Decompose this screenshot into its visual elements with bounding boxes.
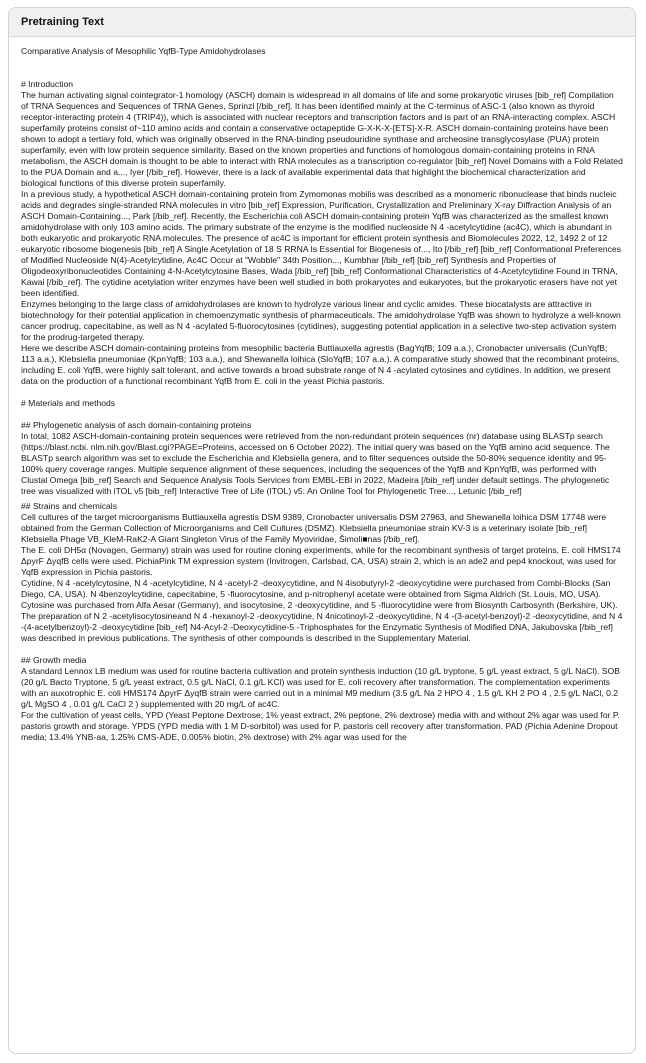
strains-paragraph-2: The E. coli DH5α (Novagen, Germany) strain was used for routine cloning experiments, while for the recombinant synthesis of target proteins, E. coli HMS174 ΔpyrF ΔyqfB cells were used. PichiaPink TM expression system (Invitrogen, Carlsbad, CA, USA) strain 2, which is an ade2 and pep4 knockout, was used for YqfB expression in Pichia pastoris.	[21, 545, 621, 577]
intro-paragraph-1: The human activating signal cointegrator-1 homology (ASCH) domain is widespread in all domains of life and some prokaryotic viruses [bib_ref] Compilation of TRNA Sequences and Sequences of TRNA Genes, Sprinzl [/bib_ref]. It has been identified mainly at the C-terminus of ASC-1 (also known as thyroid receptor-interacting protein 4 (TRIP4)), which is associated with nuclear receptors and transcription factors and is part of an RNA-interacting complex. ASCH superfamily proteins consist of~110 amino acids and contain a conservative octapeptide G-X-K-X-[ETS]-X-R. ASCH domain-containing proteins have been shown to adopt a tertiary fold, which was originally observed in the RNA-binding pseudouridine synthase and archeosine transglycosylase (PUA) protein superfamily, even with low protein sequence similarity. Based on the known properties and functions of homologous domain-containing proteins in RNA metabolism, the ASCH domain is thought to be able to interact with RNA molecules as a transcription co-regulator [bib_ref] Novel Domains with a Fold Related to the PUA Domain and a..., Iyer [/bib_ref]. However, there is a lack of available experimental data that highlight the biochemical characterization and biological functions of this diverse protein superfamily.	[21, 90, 623, 188]
growth-paragraph-1: A standard Lennox LB medium was used for routine bacteria cultivation and protein synthesis induction (10 g/L tryptone, 5 g/L yeast extract, 5 g/L NaCl). SOB (20 g/L Bacto Tryptone, 5 g/L yeast extract, 0.5 g/L NaCl, 0.1 g/L KCl) was used for E. coli recovery after transformation. The complementation experiments with an auxotrophic E. coli HMS174 ΔpyrF ΔyqfB strain were carried out in a minimal M9 medium (3.5 g/L Na 2 HPO 4 , 1.5 g/L KH 2 PO 4 , 2.5 g/L NaCl, 0.2 g/L MgSO 4 , 0.01 g/L CaCl 2 ) supplemented with 20 mg/L of ac4C.	[21, 666, 621, 709]
intro-paragraph-3: Enzymes belonging to the large class of amidohydrolases are known to hydrolyze various linear and cyclic amides. These biocatalysts are attractive in biotechnology for their potential application in chemoenzymatic synthesis of pharmaceuticals. The amidohydrolase YqfB was shown to hydrolyze a well-known cancer prodrug, capecitabine, as well as N 4 -acylated 5-fluorocytosines (cytidines), suggesting potential application in a selective two-step activation system for the prodrug-targeted therapy.	[21, 299, 621, 342]
intro-paragraph-2: In a previous study, a hypothetical ASCH domain-containing protein from Zymomonas mobilis was described as a monomeric ribonuclease that binds nucleic acids and degrades single-stranded RNA molecules in vitro [bib_ref] Expression, Purification, Crystallization and Preliminary X-ray Diffraction Analysis of an ASCH Domain-Containing..., Park [/bib_ref]. Recently, the Escherichia coli ASCH domain-containing protein YqfB was characterized as the smallest known amidohydrolase with only 103 amino acids. The primary substrate of the enzyme is the modified nucleoside N 4 -acetylcytidine (ac4C), which is abundant in both eukaryotic and prokaryotic RNA molecules. The presence of ac4C is important for efficient protein synthesis and Biomolecules 2022, 12, 1492 2 of 12 eukaryotic ribosome biogenesis [bib_ref] A Single Acetylation of 18 S RRNA Is Essential for Biogenesis of..., Ito [/bib_ref] [bib_ref] Conformational Preferences of Modified Nucleoside N(4)-Acetylcytidine, Ac4C Occur at "Wobble" 34th Position..., Kumbhar [/bib_ref] [bib_ref] Synthesis and Properties of Oligodeoxyribonucleotides Containing 4-N-Acetylcytosine Bases, Wada [/bib_ref] [bib_ref] Conformational Characteristics of 4-Acetylcytidine Found in TRNA, Kawai [/bib_ref]. The cytidine acetylation writer enzymes have been well studied in both prokaryotes and eukaryotes, but the prokaryotic erasers have not yet been identified.	[21, 189, 621, 298]
subsection-heading-growth: ## Growth media	[21, 655, 87, 665]
strains-paragraph-3: Cytidine, N 4 -acetylcytosine, N 4 -acetylcytidine, N 4 -acetyl-2 -deoxycytidine, and N 4isobutyryl-2 -deoxycytidine were purchased from Combi-Blocks (San Diego, CA, USA). N 4benzoylcytidine, capecitabine, 5 -fluorocytosine, and p-nitrophenyl acetate were obtained from Sigma Aldrich (St. Louis, MO, USA). Cytosine was purchased from Alfa Aesar (Germany), and isocytosine, 2 -deoxycytidine, and 5 -fluorocytidine were from Biosynth Carbosynth (Berkshire, UK).	[21, 578, 618, 610]
pretraining-text-panel	[8, 7, 636, 1054]
intro-paragraph-4: Here we describe ASCH domain-containing proteins from mesophilic bacteria Buttiauxella agrestis (BagYqfB; 109 a.a.), Cronobacter universalis (CunYqfB; 113 a.a.), Klebsiella pneumoniae (KpnYqfB; 103 a.a.), and Shewanella loihica (SloYqfB; 107 a.a.). A comparative study showed that the recombinant proteins, including E. coli YqfB, were highly salt tolerant, and active towards a broad substrate range of N 4 -acylated cytosines and cytidines. In addition, we present data on the production of a functional recombinant YqfB from E. coli in the yeast Pichia pastoris.	[21, 343, 620, 386]
strains-paragraph-1: Cell cultures of the target microorganisms Buttiauxella agrestis DSM 9389, Cronobacter universalis DSM 27963, and Shewanella loihica DSM 17748 were obtained from the German Collection of Microorganisms and Cell Cultures (DSMZ). Klebsiella pneumoniae strain KV-3 is a veterinary isolate [bib_ref] Klebsiella Phage VB_KleM-RaK2-A Giant Singleton Virus of the Family Myoviridae, Šimoli■nas [/bib_ref].	[21, 512, 607, 544]
document-title: Comparative Analysis of Mesophilic YqfB-Type Amidohydrolases	[21, 46, 266, 56]
panel-title: Pretraining Text	[9, 8, 635, 37]
strains-paragraph-4: The preparation of N 2 -acetylisocytosineand N 4 -hexanoyl-2 -deoxycytidine, N 4nicotinoyl-2 -deoxycytidine, N 4 -(3-acetyl-benzoyl)-2 -deoxycytidine, and N 4 -(4-acetylbenzoyl)-2 -deoxycytidine [bib_ref] N4-Acyl-2 -Deoxycytidine-5 -Triphosphates for the Enzymatic Synthesis of Modified DNA, Jakubovska [/bib_ref] was described in previous publications. The synthesis of other compounds is described in the Supplementary Material.	[21, 611, 623, 643]
document-body	[9, 37, 635, 743]
subsection-heading-phylogenetic: ## Phylogenetic analysis of asch domain-containing proteins	[21, 420, 252, 430]
section-heading-introduction: # Introduction	[21, 79, 74, 89]
phylogenetic-paragraph: In total, 1082 ASCH-domain-containing protein sequences were retrieved from the non-redundant protein sequences (nr) database using BLASTp search (https://blast.ncbi. nlm.nih.gov/Blast.cgi?PAGE=Proteins, accessed on 6 October 2022). The initial query was based on the YqfB amino acid sequence. The BLASTp search algorithm was set to exclude the Escherichia and Klebsiella genera, and to filter sequences outside the 50-80% sequence identity and 95-100% query coverage ranges. Multiple sequence alignment of these sequences, including the sequences of the YqfB and KpnYqfB, was performed with Clustal Omega [bib_ref] Search and Sequence Analysis Tools Services from EMBL-EBI in 2022, Madeira [/bib_ref] under default settings. The phylogenetic tree was visualized with iTOL v5 [bib_ref] Interactive Tree of Life (ITOL) v5: An Online Tool for Phylogenetic Tree..., Letunic [/bib_ref]	[21, 431, 610, 496]
section-heading-methods: # Materials and methods	[21, 398, 116, 408]
subsection-heading-strains: ## Strains and chemicals	[21, 501, 118, 511]
growth-paragraph-2: For the cultivation of yeast cells, YPD (Yeast Peptone Dextrose; 1% yeast extract, 2% peptone, 2% dextrose) media with and without 2% agar was used for P. pastoris growth and storage. YPDS (YPD media with 1 M D-sorbitol) was used for P. pastoris cell recovery after transformation. PAD (Pichia Adenine Dropout media; 13.4% YNB-aa, 1.25% CMS-ADE, 0.005% biotin, 2% dextrose) with 2% agar was used for the	[21, 710, 620, 742]
